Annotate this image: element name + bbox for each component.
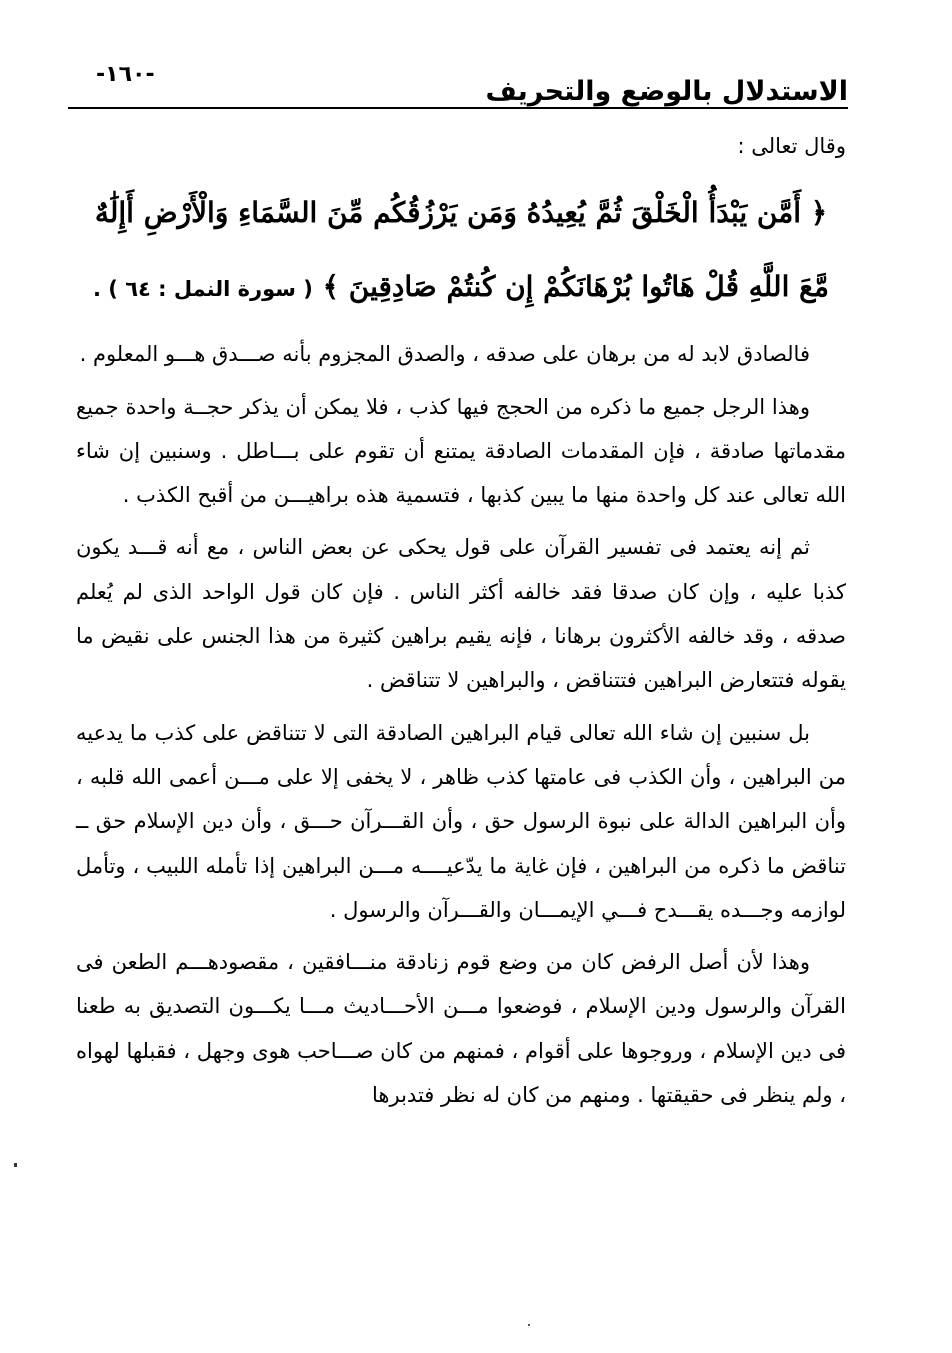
paragraph: بل سنبين إن شاء الله تعالى قيام البراهين الصادقة التى لا تتناقض على كذب ما يدعيه من البراهين ، وأن الكذب فى عامتها كذب ظاهر ، لا يخفى إلا على مـــن أعمى الله قلبه ، وأن البراهين الدالة على نبوة الرسول حق ، وأن القـــرآن حـــق ، وأن دين الإسلام حق ــ تناقض ما ذكره من البراهين ، فإن غاية ما يدّعيــــه مـــن البراهين إذا تأمله اللبيب ، وتأمل لوازمه وجـــده يقـــدح فـــي الإيمـــان والقـــرآن والرسول . xyxy=(76,720,846,922)
paragraph: وهذا الرجل جميع ما ذكره من الحجج فيها كذب ، فلا يمكن أن يذكر حجــة واحدة جميع مقدماتها صادقة ، فإن المقدمات الصادقة يمتنع أن تقوم على بـــاطل . وسنبين إن شاء الله تعالى عند كل واحدة منها ما يبين كذبها ، فتسمية هذه براهيـــن من أقبح الكذب . xyxy=(76,394,846,508)
quran-verse xyxy=(76,176,846,326)
verse-open-bracket: ﴿ xyxy=(810,196,828,230)
paragraph: فالصادق لابد له من برهان على صدقه ، والصدق المجزوم بأنه صـــدق هـــو المعلوم . xyxy=(79,342,810,367)
verse-reference: ( سورة النمل : ٦٤ ) . xyxy=(93,277,313,302)
verse-text: أَمَّن يَبْدَأُ الْخَلْقَ ثُمَّ يُعِيدُهُ وَمَن يَرْزُقُكُم مِّنَ السَّمَاءِ وَالْأَرْضِ أَإِلَٰهٌ مَّعَ اللَّهِ قُلْ هَاتُوا بُرْهَانَكُمْ إِن كُنتُمْ صَادِقِينَ xyxy=(94,196,829,304)
verse-close-bracket: ﴾ xyxy=(322,270,340,304)
paragraph: ثم إنه يعتمد فى تفسير القرآن على قول يحكى عن بعض الناس ، مع أنه قـــد يكون كذبا عليه ، وإن كان صدقا فقد خالفه أكثر الناس . فإن كان قول الواحد الذى لم يُعلم صدقه ، وقد خالفه الأكثرون برهانا ، فإنه يقيم براهين كثيرة من هذا الجنس على نقيض ما يقوله فتتعارض البراهين فتتناقض ، والبراهين لا تتناقض . xyxy=(76,535,846,693)
paragraph: وهذا لأن أصل الرفض كان من وضع قوم زنادقة منـــافقين ، مقصودهـــم الطعن فى القرآن والرسول ودين الإسلام ، فوضعوا مـــن الأحـــاديث مـــا يكـــون التصديق به طعنا فى دين الإسلام ، وروجوها على أقوام ، فمنهم من كان صـــاحب هوى وجهل ، فقبلها لهواه ، ولم ينظر فى حقيقتها . ومنهم من كان له نظر فتدبرها xyxy=(76,950,846,1108)
header-divider xyxy=(68,107,848,109)
page-header xyxy=(68,62,848,108)
verse-intro: وقال تعالى : xyxy=(737,134,846,158)
scan-speck xyxy=(528,1324,530,1326)
scan-speck xyxy=(14,1163,17,1167)
running-title: الاستدلال بالوضع والتحريف xyxy=(485,76,848,107)
page-number: -١٦٠- xyxy=(96,62,155,87)
body-text xyxy=(76,124,846,1125)
